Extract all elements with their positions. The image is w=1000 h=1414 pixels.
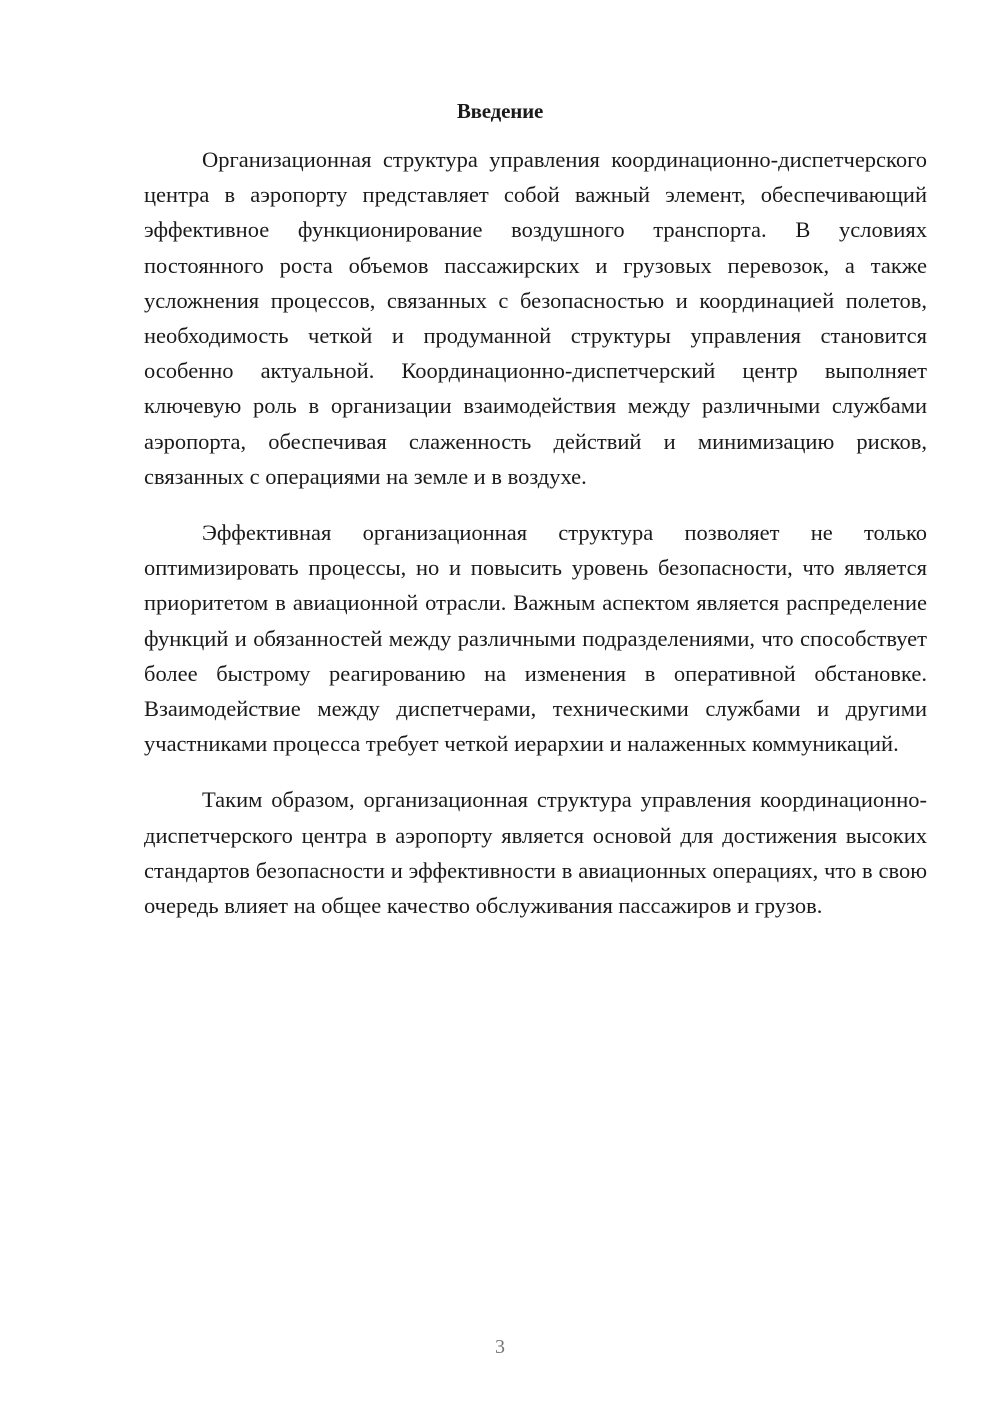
section-heading: Введение: [456, 99, 544, 123]
paragraph-1: Организационная структура управления координационно-диспетчерского центра в аэропорту представляет собой важный элемент, обеспечивающий эффективное функционирование воздушного транспорта. В условиях постоянного роста объемов пассажирских и грузовых перевозок, а также усложнения процессов, связанных с безопасностью и координацией полетов, необходимость четкой и продуманной структуры управления становится особенно актуальной. Координационно-диспетчерский центр выполняет ключевую роль в организации взаимодействия между различными службами аэропорта, обеспечивая слаженность действий и минимизацию рисков, связанных с операциями на земле и в воздухе.: [144, 147, 927, 489]
page-number: 3: [495, 1336, 505, 1358]
paragraph-2: Эффективная организационная структура позволяет не только оптимизировать процессы, но и повысить уровень безопасности, что является приоритетом в авиационной отрасли. Важным аспектом является распределение функций и обязанностей между различными подразделениями, что способствует более быстрому реагированию на изменения в оперативной обстановке. Взаимодействие между диспетчерами, техническими службами и другими участниками процесса требует четкой иерархии и налаженных коммуникаций.: [144, 520, 927, 757]
paragraph-3: Таким образом, организационная структура управления координационно-диспетчерского центра в аэропорту является основой для достижения высоких стандартов безопасности и эффективности в авиационных операциях, что в свою очередь влияет на общее качество обслуживания пассажиров и грузов.: [144, 787, 927, 919]
body-text: [144, 142, 927, 923]
